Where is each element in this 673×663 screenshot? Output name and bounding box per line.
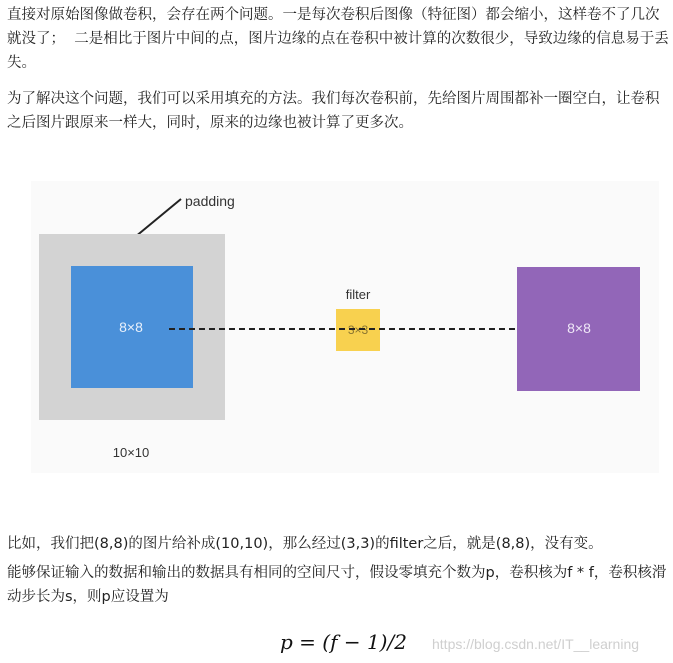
filter-title: filter: [345, 287, 371, 302]
padding-formula: p = (f − 1)/2: [280, 630, 407, 654]
padding-diagram: [31, 181, 659, 473]
condition-paragraph: 能够保证输入的数据和输出的数据具有相同的空间尺寸，假设零填充个数为p，卷积核为f * f，卷积核滑动步长为s，则p应设置为: [7, 565, 667, 605]
source-watermark: https://blog.csdn.net/IT__learning: [432, 636, 640, 652]
example-paragraph: 比如，我们把(8,8)的图片给补成(10,10)，那么经过(3,3)的filter之后，就是(8,8)，没有变。: [7, 536, 603, 552]
padding-label: padding: [185, 193, 235, 209]
filter-size-label: 3×3: [347, 323, 369, 337]
intro-paragraph: 直接对原始图像做卷积，会存在两个问题。一是每次卷积后图像（特征图）都会缩小，这样卷不了几次就没了； 二是相比于图片中间的点，图片边缘的点在卷积中被计算的次数很少，导致边缘的信息易于丢失。: [7, 7, 669, 71]
input-size-label: 8×8: [119, 319, 143, 335]
padded-size-label: 10×10: [112, 445, 150, 460]
output-size-label: 8×8: [567, 320, 591, 336]
padding-explanation-paragraph: 为了解决这个问题，我们可以采用填充的方法。我们每次卷积前，先给图片周围都补一圈空白，让卷积之后图片跟原来一样大，同时，原来的边缘也被计算了更多次。: [7, 91, 660, 131]
